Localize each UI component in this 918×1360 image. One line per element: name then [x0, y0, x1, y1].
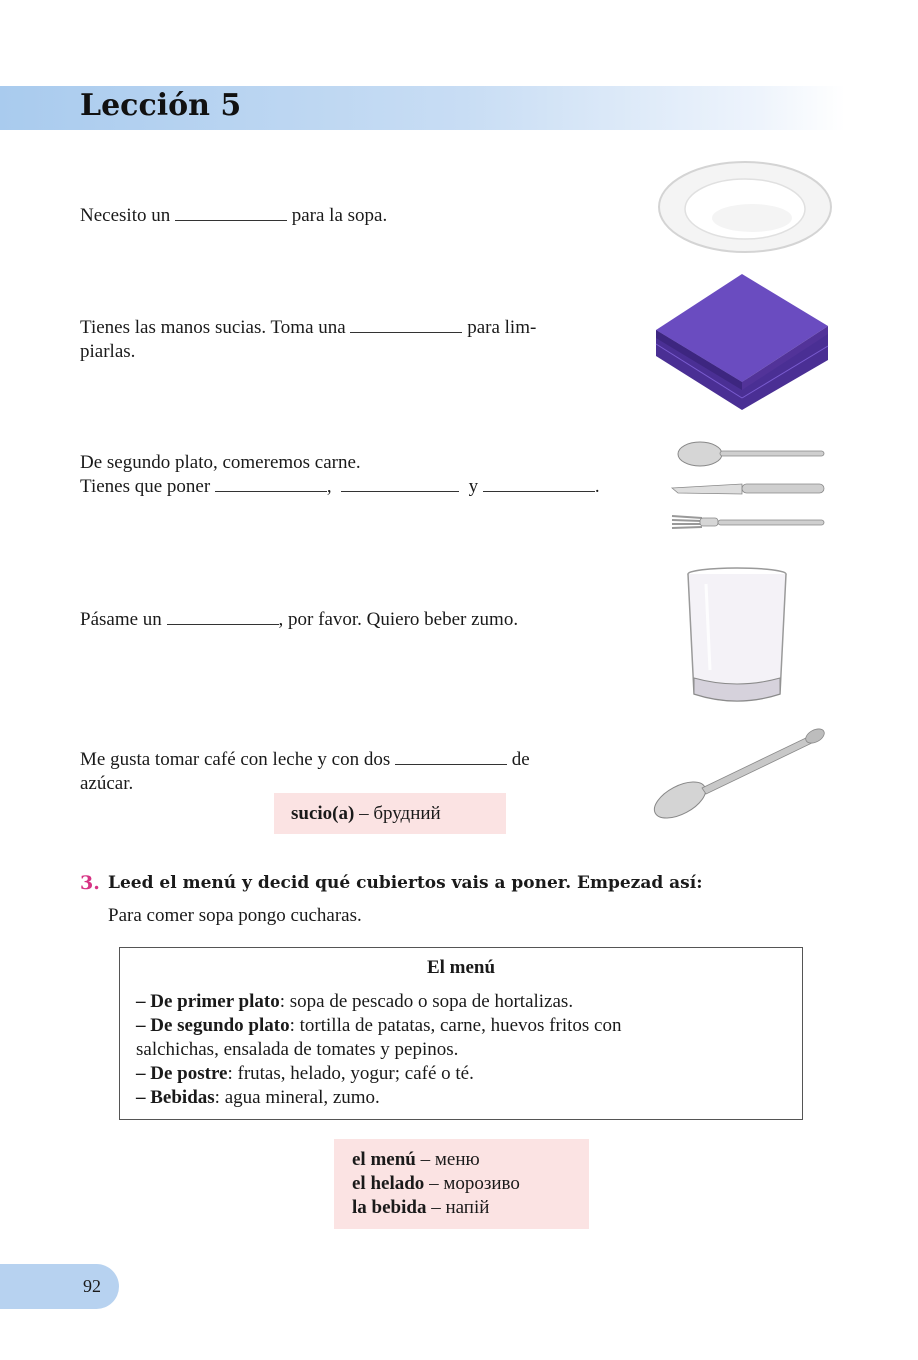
menu-item-label: – Bebidas: [136, 1087, 215, 1108]
menu-item: [136, 990, 786, 1014]
menu-item-text: : sopa de pescado o sopa de hortalizas.: [279, 991, 574, 1012]
answer-blank[interactable]: [350, 316, 462, 333]
exercise-number: 3.: [80, 872, 100, 894]
sentence-3-line-2: [80, 475, 600, 499]
vocab-box: [274, 793, 506, 834]
menu-item-text: salchichas, ensalada de tomates y pepinos.: [136, 1039, 459, 1060]
menu-item: [136, 1038, 786, 1062]
vocab-translation: морозиво: [443, 1173, 520, 1194]
menu-item: [136, 1014, 786, 1038]
vocab-entry: [352, 1172, 571, 1196]
sentence-4: [80, 608, 518, 632]
vocab-dash: –: [354, 803, 374, 824]
exercise-example: Para comer sopa pongo cucharas.: [108, 905, 362, 926]
menu-item-label: – De primer plato: [136, 991, 280, 1012]
menu-item-label: – De segundo plato: [136, 1015, 290, 1036]
menu-item-text: : tortilla de patatas, carne, huevos fritos con: [289, 1015, 622, 1036]
glass-image: [684, 566, 790, 708]
vocab-translation: брудний: [373, 803, 441, 824]
sentence-5-line-1: [80, 748, 530, 772]
cutlery-image: [668, 432, 828, 536]
lesson-title: Lección 5: [80, 88, 242, 123]
sentence-text: Pásame un: [80, 609, 167, 630]
menu-item-text: : frutas, helado, yogur; café o té.: [227, 1063, 474, 1084]
plate-image: [656, 158, 834, 256]
menu-box: [119, 947, 803, 1120]
sentence-text: de: [506, 749, 530, 770]
answer-blank[interactable]: [215, 475, 327, 492]
sentence-text: Tienes las manos sucias. Toma una: [80, 317, 351, 338]
sentence-text: Tienes que poner: [80, 476, 215, 497]
sentence-end: .: [594, 476, 600, 497]
page-number: 92: [83, 1276, 101, 1296]
vocab-term: el menú: [352, 1149, 416, 1170]
page-number-tab: [0, 1264, 119, 1309]
sentence-text: para la sopa.: [286, 205, 388, 226]
sentence-text: para lim-: [462, 317, 537, 338]
vocab-translation: напій: [445, 1197, 490, 1218]
exercise-instruction: Leed el menú y decid qué cubiertos vais a poner. Empezad así:: [108, 873, 703, 893]
vocab-dash: –: [424, 1173, 444, 1194]
teaspoon-image: [650, 724, 830, 822]
napkin-image: [652, 270, 830, 416]
vocab-dash: –: [426, 1197, 446, 1218]
answer-blank[interactable]: [483, 475, 595, 492]
vocab-term: el helado: [352, 1173, 425, 1194]
vocab-translation: меню: [434, 1149, 480, 1170]
answer-blank[interactable]: [167, 608, 279, 625]
vocab-entry: [352, 1148, 571, 1172]
sentence-2-line-1: [80, 316, 536, 340]
menu-item-text: : agua mineral, zumo.: [214, 1087, 380, 1108]
answer-blank[interactable]: [395, 748, 507, 765]
separator: ,: [326, 476, 342, 497]
separator: y: [459, 476, 483, 497]
sentence-3-line-1: De segundo plato, comeremos carne.: [80, 452, 361, 473]
sentence-1: [80, 204, 387, 228]
menu-title: El menú: [426, 957, 496, 978]
answer-blank[interactable]: [175, 204, 287, 221]
sentence-2-line-2: piarlas.: [80, 341, 136, 362]
menu-item: [136, 1062, 786, 1086]
vocab-term: sucio(a): [291, 803, 355, 824]
vocab-dash: –: [415, 1149, 435, 1170]
vocab-term: la bebida: [352, 1197, 427, 1218]
menu-item: [136, 1086, 786, 1110]
sentence-text: Me gusta tomar café con leche y con dos: [80, 749, 395, 770]
sentence-5-line-2: azúcar.: [80, 773, 134, 794]
sentence-text: , por favor. Quiero beber zumo.: [278, 609, 519, 630]
answer-blank[interactable]: [341, 475, 459, 492]
vocab-entry: [352, 1196, 571, 1220]
sentence-text: Necesito un: [80, 205, 175, 226]
vocab-box-menu: [334, 1139, 589, 1229]
menu-item-label: – De postre: [136, 1063, 228, 1084]
